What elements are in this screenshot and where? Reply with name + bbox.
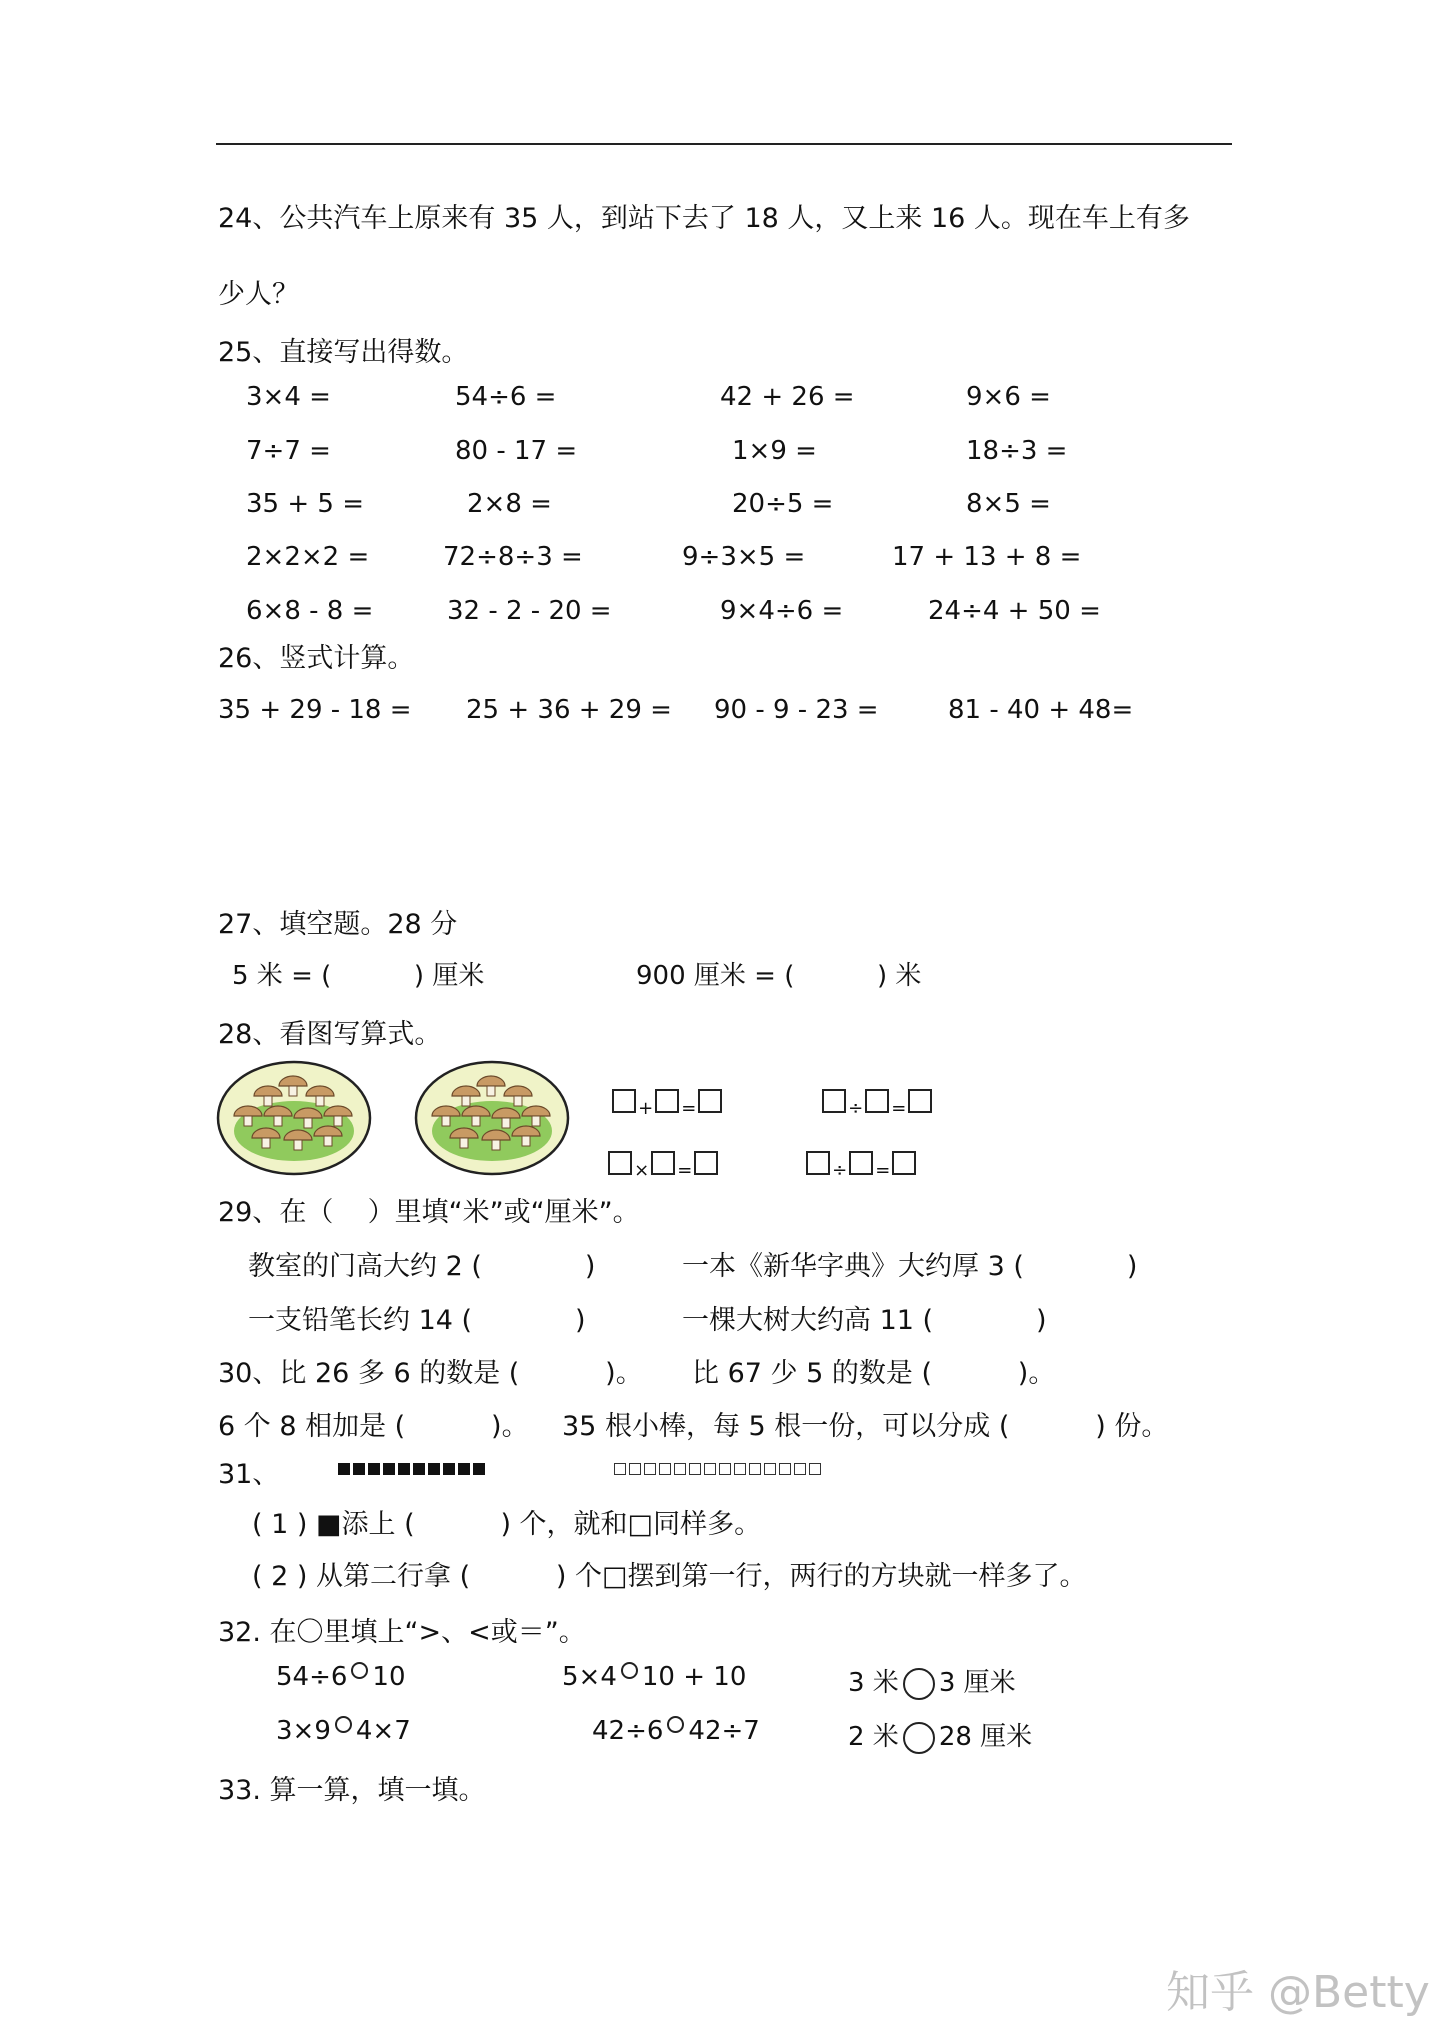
- answer-box[interactable]: [655, 1089, 679, 1113]
- q27-blank-a: 5 米 = ( ) 厘米: [232, 961, 485, 991]
- compare-circle[interactable]: [903, 1668, 935, 1700]
- empty-square: [809, 1463, 821, 1475]
- q25-expression: 72÷8÷3 =: [443, 542, 583, 572]
- compare-circle[interactable]: [903, 1722, 935, 1754]
- empty-square: [629, 1463, 641, 1475]
- q25-expression: 2×8 =: [467, 489, 552, 519]
- q29-title: 29、在（ ）里填“米”或“厘米”。: [218, 1197, 640, 1228]
- mushroom-group-2: [416, 1062, 568, 1174]
- mushroom-pictures: [214, 1056, 594, 1180]
- q27-blank-b: 900 厘米 = ( ) 米: [636, 961, 922, 991]
- answer-box[interactable]: [694, 1151, 718, 1175]
- q31-number: 31、: [218, 1459, 280, 1490]
- filled-square: [383, 1463, 395, 1475]
- q31-sub-1: ( 1 ) ■添上 ( ) 个，就和□同样多。: [252, 1509, 762, 1540]
- filled-square: [473, 1463, 485, 1475]
- compare-circle[interactable]: [335, 1716, 352, 1733]
- q30-item-b: 比 67 少 5 的数是 ( )。: [692, 1358, 1056, 1389]
- q25-expression: 9×6 =: [966, 382, 1051, 412]
- box-equation-2: ÷ =: [812, 1070, 932, 1119]
- q25-expression: 18÷3 =: [966, 436, 1068, 466]
- q25-title: 25、直接写出得数。: [218, 337, 469, 368]
- q30-item-a: 30、比 26 多 6 的数是 ( )。: [218, 1358, 643, 1389]
- filled-square: [353, 1463, 365, 1475]
- filled-square: [413, 1463, 425, 1475]
- empty-square: [704, 1463, 716, 1475]
- top-divider: [216, 143, 1232, 145]
- q29-item-b: 一本《新华字典》大约厚 3 ( ): [682, 1251, 1138, 1282]
- filled-square: [368, 1463, 380, 1475]
- answer-box[interactable]: [849, 1151, 873, 1175]
- q26-item: 35 + 29 - 18 =: [218, 695, 412, 725]
- q25-expression: 8×5 =: [966, 489, 1051, 519]
- answer-box[interactable]: [651, 1151, 675, 1175]
- q25-expression: 6×8 - 8 =: [246, 596, 374, 626]
- q25-expression: 80 - 17 =: [455, 436, 578, 466]
- empty-square: [674, 1463, 686, 1475]
- empty-square: [764, 1463, 776, 1475]
- empty-square: [719, 1463, 731, 1475]
- q25-expression: 24÷4 + 50 =: [928, 596, 1101, 626]
- q25-expression: 32 - 2 - 20 =: [447, 596, 612, 626]
- q25-expression: 42 + 26 =: [720, 382, 855, 412]
- q30-item-d: 35 根小棒，每 5 根一份，可以分成 ( ) 份。: [562, 1411, 1169, 1442]
- q25-expression: 3×4 =: [246, 382, 331, 412]
- q25-expression: 2×2×2 =: [246, 542, 370, 572]
- q33-title: 33. 算一算，填一填。: [218, 1775, 486, 1806]
- q29-item-d: 一棵大树大约高 11 ( ): [682, 1305, 1047, 1336]
- answer-box[interactable]: [865, 1089, 889, 1113]
- q30-item-c: 6 个 8 相加是 ( )。: [218, 1411, 529, 1442]
- q31-sub-2: ( 2 ) 从第二行拿 ( ) 个□摆到第一行，两行的方块就一样多了。: [252, 1561, 1087, 1592]
- compare-circle[interactable]: [621, 1662, 638, 1679]
- compare-item: 42÷6 42÷7: [592, 1716, 760, 1746]
- q26-item: 25 + 36 + 29 =: [466, 695, 672, 725]
- empty-square: [644, 1463, 656, 1475]
- answer-box[interactable]: [806, 1151, 830, 1175]
- answer-box[interactable]: [892, 1151, 916, 1175]
- empty-square: [659, 1463, 671, 1475]
- compare-item: 2 米 28 厘米: [848, 1722, 1033, 1752]
- filled-square: [458, 1463, 470, 1475]
- answer-box[interactable]: [608, 1151, 632, 1175]
- q25-expression: 9×4÷6 =: [720, 596, 844, 626]
- q25-expression: 9÷3×5 =: [682, 542, 806, 572]
- box-equation-4: ÷ =: [796, 1132, 916, 1181]
- q28-title: 28、看图写算式。: [218, 1019, 442, 1050]
- q25-expression: 54÷6 =: [455, 382, 557, 412]
- q24-line1: 24、公共汽车上原来有 35 人，到站下去了 18 人，又上来 16 人。现在车上有多: [218, 203, 1190, 234]
- empty-squares-row: [614, 1458, 824, 1477]
- compare-circle[interactable]: [667, 1716, 684, 1733]
- answer-box[interactable]: [698, 1089, 722, 1113]
- compare-item: 54÷6 10: [276, 1662, 406, 1692]
- empty-square: [614, 1463, 626, 1475]
- empty-square: [689, 1463, 701, 1475]
- q29-item-c: 一支铅笔长约 14 ( ): [248, 1305, 586, 1336]
- q25-expression: 7÷7 =: [246, 436, 331, 466]
- empty-square: [779, 1463, 791, 1475]
- filled-squares-row: [338, 1458, 488, 1477]
- mushroom-group-1: [218, 1062, 370, 1174]
- empty-square: [734, 1463, 746, 1475]
- filled-square: [338, 1463, 350, 1475]
- q29-item-a: 教室的门高大约 2 ( ): [248, 1251, 596, 1282]
- compare-item: 5×4 10 + 10: [562, 1662, 747, 1692]
- q25-expression: 35 + 5 =: [246, 489, 364, 519]
- box-equation-1: + =: [602, 1070, 722, 1119]
- q32-title: 32. 在〇里填上“>、<或＝”。: [218, 1617, 586, 1648]
- q24-line2: 少人？: [218, 279, 299, 310]
- filled-square: [428, 1463, 440, 1475]
- box-equation-3: × =: [598, 1132, 718, 1181]
- compare-item: 3 米 3 厘米: [848, 1668, 1016, 1698]
- filled-square: [443, 1463, 455, 1475]
- filled-square: [398, 1463, 410, 1475]
- answer-box[interactable]: [908, 1089, 932, 1113]
- q26-item: 81 - 40 + 48=: [948, 695, 1134, 725]
- watermark: 知乎 @Betty: [1166, 1967, 1430, 2018]
- empty-square: [794, 1463, 806, 1475]
- answer-box[interactable]: [822, 1089, 846, 1113]
- compare-circle[interactable]: [351, 1662, 368, 1679]
- compare-item: 3×9 4×7: [276, 1716, 411, 1746]
- q26-item: 90 - 9 - 23 =: [714, 695, 879, 725]
- answer-box[interactable]: [612, 1089, 636, 1113]
- q25-expression: 20÷5 =: [732, 489, 834, 519]
- empty-square: [749, 1463, 761, 1475]
- q25-expression: 1×9 =: [732, 436, 817, 466]
- q25-expression: 17 + 13 + 8 =: [892, 542, 1082, 572]
- q26-title: 26、竖式计算。: [218, 643, 415, 674]
- q27-title: 27、填空题。28 分: [218, 909, 458, 940]
